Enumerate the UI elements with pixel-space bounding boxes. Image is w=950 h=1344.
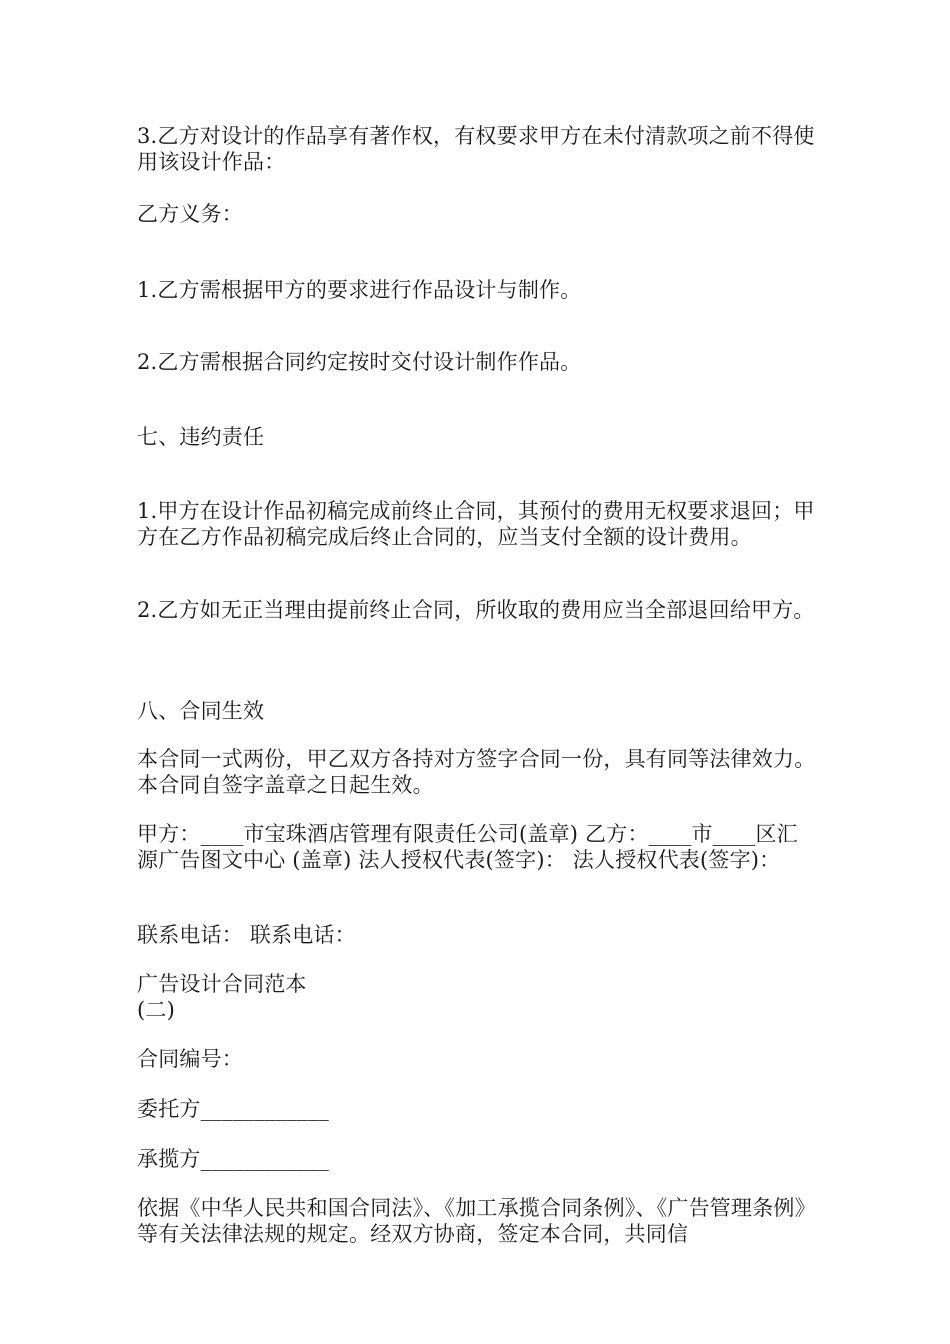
- contract-title-2: 广告设计合同范本 (二): [137, 972, 307, 1022]
- section-heading-breach: 七、违约责任: [137, 425, 265, 449]
- contract-number: 合同编号：: [137, 1047, 243, 1071]
- effect-clause: 本合同一式两份，甲乙双方各持对方签字合同一份，具有同等法律效力。本合同自签字盖章之日起生效。: [137, 747, 816, 797]
- obligation-2: 2.乙方需根据合同约定按时交付设计制作作品。: [137, 350, 582, 374]
- contact-phone-line: 联系电话： 联系电话：: [137, 923, 356, 947]
- obligation-1: 1.乙方需根据甲方的要求进行作品设计与制作。: [137, 278, 582, 302]
- breach-clause-2: 2.乙方如无正当理由提前终止合同，所收取的费用应当全部退回给甲方。: [137, 598, 815, 622]
- section-heading-effect: 八、合同生效: [137, 699, 265, 723]
- party-b-obligations-heading: 乙方义务：: [137, 202, 243, 226]
- contractor-field: 承揽方____________: [137, 1147, 329, 1171]
- clause-copyright: 3.乙方对设计的作品享有著作权，有权要求甲方在未付清款项之前不得使用该设计作品：: [137, 124, 815, 174]
- breach-clause-1: 1.甲方在设计作品初稿完成前终止合同，其预付的费用无权要求退回；甲方在乙方作品初稿完成后终止合同的，应当支付全额的设计费用。: [137, 499, 815, 549]
- signature-block: 甲方：____市宝珠酒店管理有限责任公司(盖章) 乙方：____市____区汇源广告图文中心 (盖章) 法人授权代表(签字)： 法人授权代表(签字)：: [137, 822, 798, 872]
- legal-basis-paragraph: 依据《中华人民共和国合同法》、《加工承揽合同条例》、《广告管理条例》等有关法律法规的规定。经双方协商，签定本合同，共同信: [137, 1196, 816, 1246]
- client-field: 委托方____________: [137, 1097, 329, 1121]
